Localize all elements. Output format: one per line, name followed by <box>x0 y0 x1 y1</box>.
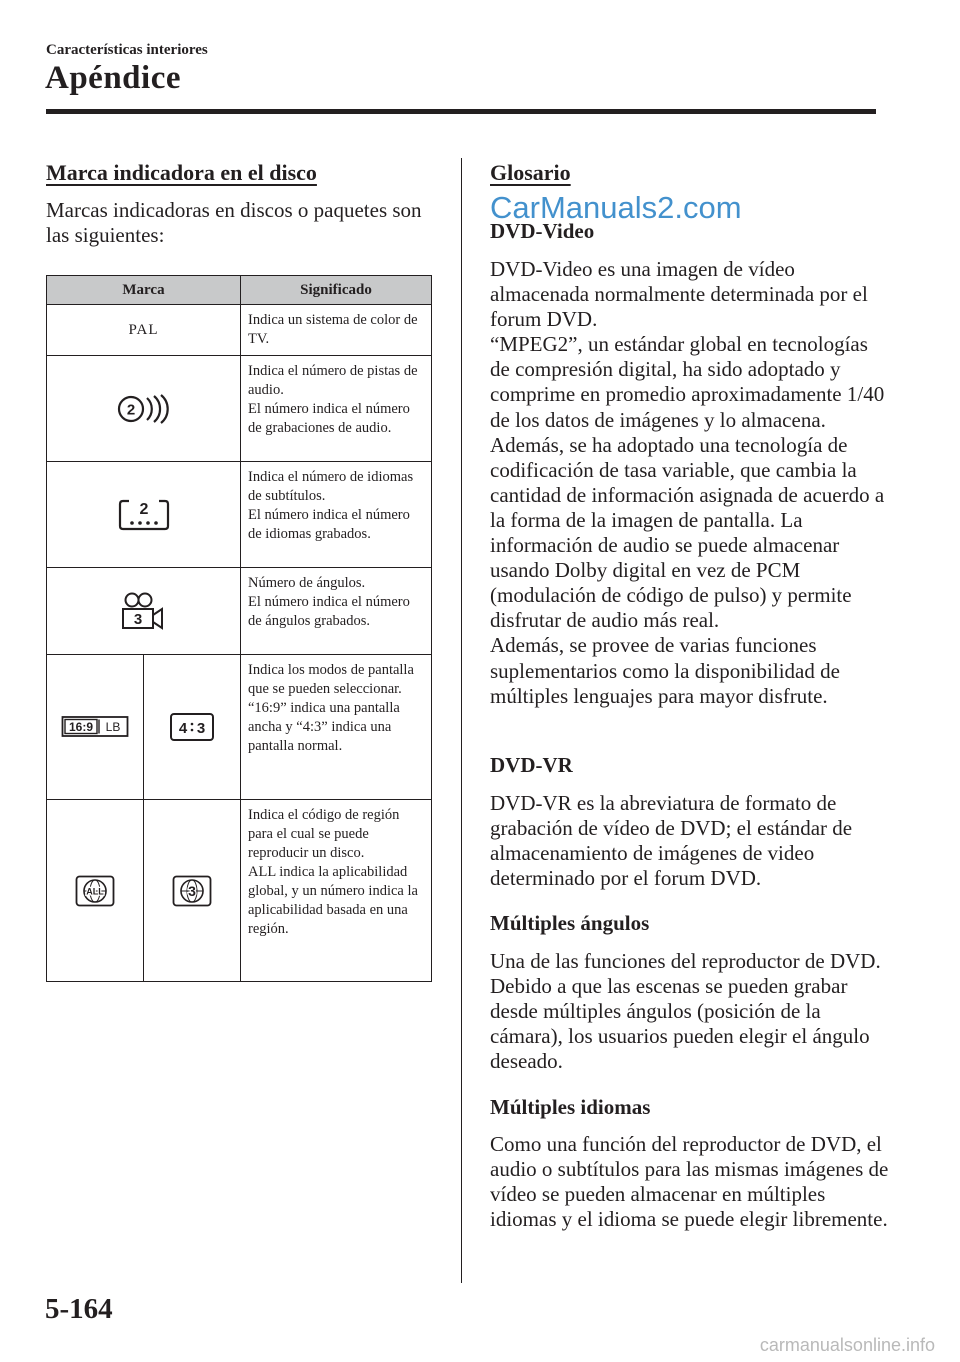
mark-cell <box>47 800 144 982</box>
term-dvd-video: DVD-Video <box>490 219 595 243</box>
term-multiple-angles: Múltiples ángulos <box>490 911 650 935</box>
icon-label-all: ALL <box>86 886 104 896</box>
header-rule <box>46 109 876 114</box>
mark-cell <box>47 356 241 462</box>
disc-marks-table <box>46 275 432 982</box>
term-dvd-vr: DVD-VR <box>490 753 573 777</box>
subtitles-icon <box>117 497 171 533</box>
icon-label-ratio: 16:9 <box>68 720 94 734</box>
column-header-meaning: Significado <box>241 276 432 305</box>
column-divider <box>461 158 462 1283</box>
meaning-cell: Indica el número de idiomas de subtítulos. El número indica el número de idiomas grabados. <box>241 462 432 568</box>
icon-number: 4 <box>178 720 188 737</box>
mark-cell <box>144 655 241 800</box>
icon-label-lb: LB <box>105 720 121 734</box>
page-number: 5-164 <box>45 1293 113 1325</box>
table-row <box>47 655 432 800</box>
icon-number: 3 <box>133 611 142 628</box>
pal-mark: PAL <box>128 321 159 338</box>
standard-screen-icon <box>169 712 215 742</box>
definition-dvd-video: DVD-Video es una imagen de vídeo almacenada normalmente determinada por el forum DVD. “MPEG2”, un estándar global en tecnologías de compresión digital, ha sido adoptado y comprime en promedio aproximadamente 1/40 de los datos de imágenes y lo almacena. Además, se ha adoptado una tecnología de codificación de tasa variable, que cambia la cantidad de información asignada de acuerdo a la forma de la imagen de pantalla. La información de audio se puede almacenar usando Dolby digital en vez de PCM (modulación de código de pulso) y permite disfrutar de audio más real. Además, se provee de varias funciones suplementarios como la disponibilidad de múltiples lenguajes para mayor disfrute. <box>490 257 885 708</box>
disc-marks-heading: Marca indicadora en el disco <box>46 160 317 185</box>
icon-number: 2 <box>126 401 135 418</box>
term-multiple-languages: Múltiples idiomas <box>490 1095 651 1119</box>
mark-cell <box>144 800 241 982</box>
disc-marks-intro: Marcas indicadoras en discos o paquetes son las siguientes: <box>46 198 422 247</box>
column-header-mark: Marca <box>47 276 241 305</box>
table-row <box>47 800 432 982</box>
table-header-row <box>47 276 432 305</box>
watermark-logo: CarManuals2.com <box>490 190 742 225</box>
meaning-cell: Indica los modos de pantalla que se pueden seleccionar. “16:9” indica una pantalla ancha y “4:3” indica una pantalla normal. <box>241 655 432 800</box>
footer-watermark: carmanualsonline.info <box>759 1335 935 1355</box>
table-row <box>47 462 432 568</box>
table-row <box>47 356 432 462</box>
chapter-title: Apéndice <box>45 60 181 96</box>
mark-cell <box>47 305 241 356</box>
icon-number: 3 <box>196 720 206 737</box>
section-title: Características interiores <box>46 42 208 58</box>
meaning-cell: Número de ángulos. El número indica el número de ángulos grabados. <box>241 568 432 655</box>
meaning-cell: Indica el código de región para el cual se puede reproducir un disco. ALL indica la aplicabilidad global, y un número indica la aplicabilidad basada en una región. <box>241 800 432 982</box>
mark-cell <box>47 462 241 568</box>
icon-number: 2 <box>139 500 148 518</box>
region-all-icon <box>75 875 115 907</box>
table-row <box>47 568 432 655</box>
glossary-heading: Glosario <box>490 160 571 185</box>
icon-number: 3 <box>188 882 196 899</box>
meaning-cell: Indica un sistema de color de TV. <box>241 305 432 356</box>
table-row <box>47 305 432 356</box>
definition-multiple-languages: Como una función del reproductor de DVD, el audio o subtítulos para las mismas imágenes de vídeo se pueden almacenar en múltiples idiomas y el idioma se puede elegir libremente. <box>490 1132 889 1232</box>
audio-tracks-icon <box>114 392 174 426</box>
definition-dvd-vr: DVD-VR es la abreviatura de formato de grabación de vídeo de DVD; el estándar de almacenamiento de imágenes de video determinado por el forum DVD. <box>490 791 853 891</box>
camera-angles-icon <box>118 591 170 631</box>
definition-multiple-angles: Una de las funciones del reproductor de DVD. Debido a que las escenas se pueden grabar desde múltiples ángulos (posición de la cámara), los usuarios pueden elegir el ángulo deseado. <box>490 949 881 1074</box>
region-number-icon <box>172 875 212 907</box>
meaning-cell: Indica el número de pistas de audio. El número indica el número de grabaciones de audio. <box>241 356 432 462</box>
mark-cell <box>47 568 241 655</box>
mark-cell <box>47 655 144 800</box>
widescreen-icon <box>61 715 129 739</box>
